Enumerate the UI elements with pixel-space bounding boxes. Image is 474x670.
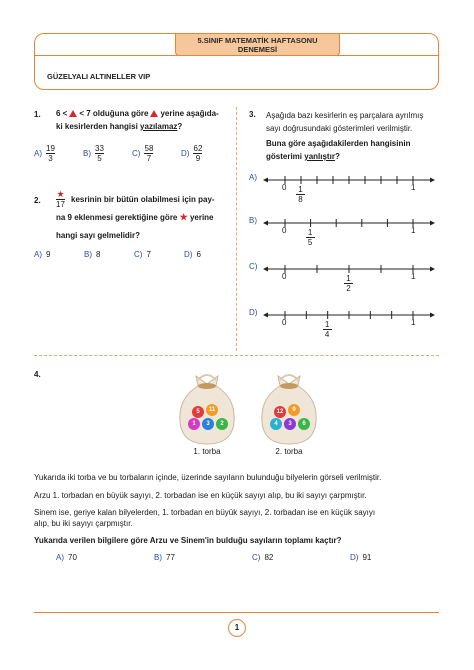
start-label: 0 xyxy=(282,183,287,192)
q3-text-b: sayı doğrusundaki gösterimleri verilmiştir. xyxy=(266,124,413,133)
bag-caption: 2. torba xyxy=(275,447,303,456)
column-divider xyxy=(236,107,237,351)
q2-text-b: na 9 eklenmesi gerektiğine göre xyxy=(56,213,178,222)
option-letter: B) xyxy=(84,250,92,259)
option-letter: D) xyxy=(249,308,258,317)
end-label: 1 xyxy=(411,226,416,235)
marble: 3 xyxy=(284,418,296,430)
q1-option-a[interactable] xyxy=(34,144,55,163)
mark-fraction xyxy=(323,320,332,339)
numerator: 19 xyxy=(46,144,55,153)
marble: 6 xyxy=(298,418,310,430)
option-value: 7 xyxy=(146,250,151,259)
option-letter: A) xyxy=(56,553,64,562)
q2-text-line1: kesrinin bir bütün olabilmesi için pay- xyxy=(71,195,215,204)
q3-text-c: Buna göre aşağıdakilerden hangisinin xyxy=(266,139,411,148)
q4-paragraph-1: Yukarıda iki torba ve bu torbaların içinde, üzerinde sayıların bulunduğu bilyelerin görseli verilmiştir. xyxy=(34,473,382,482)
numerator: 1 xyxy=(298,185,303,194)
marble: 12 xyxy=(274,406,286,418)
school-name: GÜZELYALI ALTINELLER VIP xyxy=(47,72,151,81)
number-line-d[interactable] xyxy=(249,308,435,339)
bag-caption: 1. torba xyxy=(193,447,221,456)
q4-option-c[interactable] xyxy=(252,553,273,562)
q4-paragraph-3a: Sinem ise, geriye kalan bilyelerden, 1. torbadan en büyük sayıyı, 2. torbadan ise en küçük sayıyı xyxy=(34,508,376,517)
q3-text-a: Aşağıda bazı kesirlerin eş parçalara ayrılmış xyxy=(266,111,424,120)
q2-text-c: yerine xyxy=(189,213,214,222)
q3-text-e: yanlıştır xyxy=(304,152,335,161)
option-fraction xyxy=(193,144,202,163)
option-letter: C) xyxy=(252,553,261,562)
option-value: 70 xyxy=(68,553,77,562)
q4-option-d[interactable] xyxy=(350,553,371,562)
numerator: 1 xyxy=(307,228,313,237)
q2-option-b[interactable] xyxy=(84,250,100,259)
number-line-svg xyxy=(263,216,435,230)
start-label: 0 xyxy=(282,318,287,327)
q1-text-a: 6 < xyxy=(56,109,68,118)
q2-number: 2. xyxy=(34,196,41,205)
start-label: 0 xyxy=(282,226,287,235)
q4-option-b[interactable] xyxy=(154,553,175,562)
q2-fraction xyxy=(56,190,65,209)
option-fraction xyxy=(46,144,55,163)
option-letter: D) xyxy=(181,149,190,158)
q3-text-f: ? xyxy=(334,152,340,161)
exam-title-line2: DENEMESİ xyxy=(237,45,278,54)
q4-number: 4. xyxy=(34,370,41,379)
star-icon: ★ xyxy=(179,212,188,222)
q1-text-d: ki kesirlerden hangisi xyxy=(56,122,138,131)
denominator: 2 xyxy=(346,284,351,293)
q4-paragraph-2: Arzu 1. torbadan en büyük sayıyı, 2. torbadan ise en küçük sayıyı alıp, bu iki sayıyı çarpmıştır. xyxy=(34,491,367,500)
option-letter: B) xyxy=(154,553,162,562)
q1-option-c[interactable] xyxy=(132,144,153,163)
q2-denominator: 17 xyxy=(56,200,65,209)
q1-number: 1. xyxy=(34,110,41,119)
option-value: 77 xyxy=(166,553,175,562)
numerator: 62 xyxy=(193,144,203,153)
number-line-b[interactable] xyxy=(249,216,435,247)
option-letter: C) xyxy=(134,250,143,259)
option-value: 9 xyxy=(46,250,51,259)
marble: 9 xyxy=(288,404,300,416)
option-fraction xyxy=(144,144,153,163)
exam-title-line1: 5.SINIF MATEMATİK HAFTASONU xyxy=(197,36,318,45)
exam-title-banner xyxy=(175,34,340,56)
start-label: 0 xyxy=(282,272,287,281)
section-divider xyxy=(34,355,439,356)
q1-option-b[interactable] xyxy=(83,144,104,163)
option-letter: C) xyxy=(249,262,258,271)
marble: 2 xyxy=(216,418,228,430)
mark-fraction xyxy=(306,228,315,247)
end-label: 1 xyxy=(411,272,416,281)
q2-option-a[interactable] xyxy=(34,250,50,259)
marble: 1 xyxy=(188,418,200,430)
q3-number: 3. xyxy=(249,110,256,119)
q3-text-d: gösterimi xyxy=(266,152,303,161)
number-line-svg xyxy=(263,173,435,187)
star-icon: ★ xyxy=(56,189,65,199)
q4-option-a[interactable] xyxy=(56,553,77,562)
option-letter: B) xyxy=(249,216,257,225)
marble: 4 xyxy=(270,418,282,430)
option-letter: D) xyxy=(184,250,193,259)
option-letter: A) xyxy=(34,149,42,158)
bag-2 xyxy=(258,366,320,456)
footer-divider xyxy=(34,612,439,613)
q1-text-e: yazılamaz xyxy=(140,122,178,131)
q3-question xyxy=(266,137,441,163)
end-label: 1 xyxy=(411,318,416,327)
option-value: 6 xyxy=(196,250,201,259)
header-divider xyxy=(34,55,439,56)
numerator: 1 xyxy=(324,320,330,329)
number-line-c[interactable] xyxy=(249,262,435,293)
header-box xyxy=(34,33,439,90)
q1-text-f: ? xyxy=(177,122,183,131)
marble: 11 xyxy=(206,404,218,416)
q1-option-d[interactable] xyxy=(181,144,202,163)
bag-1 xyxy=(176,366,238,456)
q2-text-line2 xyxy=(56,211,236,224)
option-value: 91 xyxy=(362,553,372,562)
q2-option-c[interactable] xyxy=(134,250,151,259)
mark-fraction xyxy=(296,185,305,204)
numerator: 1 xyxy=(346,274,351,283)
marble: 3 xyxy=(202,418,214,430)
marble: 5 xyxy=(192,406,204,418)
option-letter: B) xyxy=(83,149,91,158)
q1-text-c: yerine aşağıda- xyxy=(160,109,219,118)
option-letter: D) xyxy=(350,553,359,562)
mark-fraction xyxy=(344,274,353,293)
page-number: 1 xyxy=(228,619,246,637)
number-line-svg xyxy=(263,308,435,322)
q2-text-line3: hangi sayı gelmelidir? xyxy=(56,231,141,240)
denominator: 5 xyxy=(97,154,102,163)
denominator: 8 xyxy=(298,195,303,204)
q4-question: Yukarıda verilen bilgilere göre Arzu ve Sinem'in bulduğu sayıların toplamı kaçtır? xyxy=(34,536,342,545)
denominator: 4 xyxy=(324,330,330,339)
denominator: 5 xyxy=(307,238,313,247)
option-letter: C) xyxy=(132,149,141,158)
q1-text-b: < 7 olduğuna göre xyxy=(79,109,149,118)
denominator: 7 xyxy=(146,154,152,163)
option-letter: A) xyxy=(34,250,42,259)
numerator: 33 xyxy=(95,144,104,153)
triangle-icon xyxy=(150,110,158,117)
option-letter: A) xyxy=(249,173,257,182)
option-value: 8 xyxy=(96,250,101,259)
option-value: 82 xyxy=(264,553,274,562)
q2-option-d[interactable] xyxy=(184,250,201,259)
numerator: 58 xyxy=(144,144,154,153)
q1-text xyxy=(56,107,231,133)
end-label: 1 xyxy=(411,183,416,192)
q3-intro xyxy=(266,109,441,135)
triangle-icon xyxy=(69,110,77,117)
number-line-a[interactable] xyxy=(249,173,435,204)
denominator: 3 xyxy=(48,154,53,163)
option-fraction xyxy=(95,144,104,163)
q4-paragraph-3b: alıp, bu iki sayıyı çarpmıştır. xyxy=(34,519,133,528)
denominator: 9 xyxy=(195,154,201,163)
